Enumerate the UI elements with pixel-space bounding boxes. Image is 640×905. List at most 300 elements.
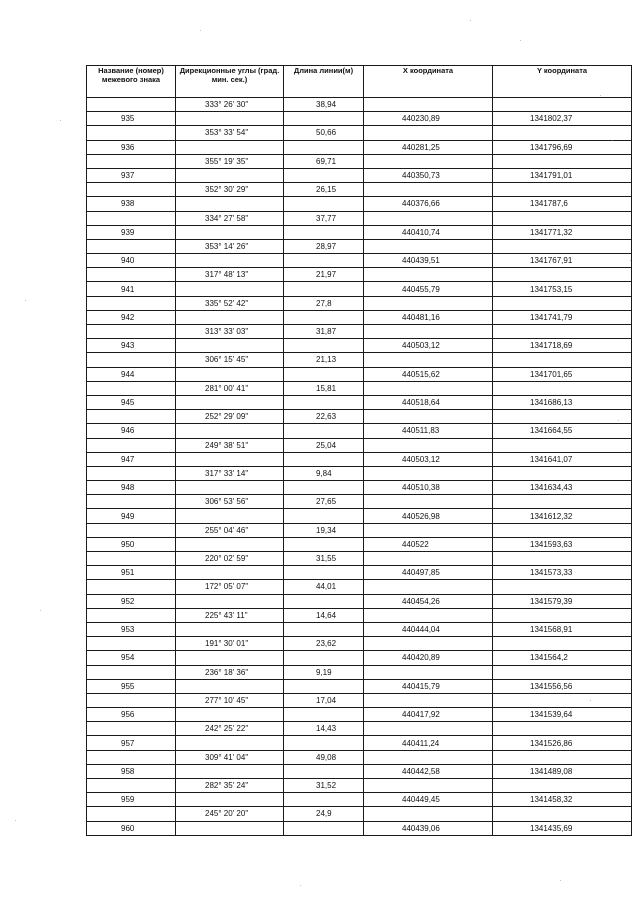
marker-name-cell: 941 [87,282,176,296]
marker-name-cell [87,438,176,452]
x-coordinate-cell [364,239,493,253]
direction-angle-cell [176,395,284,409]
table-row [87,410,632,424]
x-coordinate-cell: 440455,79 [364,282,493,296]
line-length-cell [284,112,364,126]
table-row [87,466,632,480]
line-length-cell [284,225,364,239]
x-coordinate-cell [364,637,493,651]
marker-name-cell: 959 [87,793,176,807]
line-length-cell [284,708,364,722]
table-row [87,608,632,622]
marker-name-cell: 938 [87,197,176,211]
direction-angle-cell: 249° 38' 51" [176,438,284,452]
header-marker-name: Название (номер) межевого знака [87,66,176,98]
table-row [87,537,632,551]
table-row [87,239,632,253]
line-length-cell [284,679,364,693]
table-row [87,708,632,722]
table-row [87,807,632,821]
y-coordinate-cell: 1341701,65 [493,367,632,381]
marker-name-cell [87,495,176,509]
x-coordinate-cell: 440439,06 [364,821,493,835]
line-length-cell: 28,97 [284,239,364,253]
marker-name-cell: 951 [87,566,176,580]
marker-name-cell: 956 [87,708,176,722]
x-coordinate-cell: 440439,51 [364,254,493,268]
scan-speck [600,95,601,96]
marker-name-cell [87,183,176,197]
x-coordinate-cell [364,722,493,736]
line-length-cell [284,651,364,665]
table-row [87,381,632,395]
table-row [87,154,632,168]
direction-angle-cell: 335° 52' 42" [176,296,284,310]
marker-name-cell [87,325,176,339]
line-length-cell: 31,55 [284,552,364,566]
marker-name-cell: 942 [87,310,176,324]
direction-angle-cell [176,708,284,722]
header-x-coordinate: X координата [364,66,493,98]
marker-name-cell [87,722,176,736]
y-coordinate-cell: 1341526,86 [493,736,632,750]
marker-name-cell [87,466,176,480]
line-length-cell: 50,66 [284,126,364,140]
marker-name-cell: 957 [87,736,176,750]
x-coordinate-cell [364,523,493,537]
x-coordinate-cell [364,495,493,509]
direction-angle-cell: 355° 19' 35" [176,154,284,168]
x-coordinate-cell: 440350,73 [364,168,493,182]
line-length-cell: 49,08 [284,750,364,764]
direction-angle-cell: 172° 05' 07" [176,580,284,594]
y-coordinate-cell: 1341664,55 [493,424,632,438]
table-row [87,651,632,665]
x-coordinate-cell [364,466,493,480]
line-length-cell: 9,19 [284,665,364,679]
line-length-cell [284,197,364,211]
boundary-coordinates-sheet [86,65,631,836]
line-length-cell [284,140,364,154]
y-coordinate-cell [493,268,632,282]
direction-angle-cell: 236° 18' 36" [176,665,284,679]
line-length-cell: 19,34 [284,523,364,537]
line-length-cell: 14,43 [284,722,364,736]
header-line-length: Длина линии(м) [284,66,364,98]
x-coordinate-cell [364,552,493,566]
x-coordinate-cell [364,807,493,821]
x-coordinate-cell [364,438,493,452]
marker-name-cell: 954 [87,651,176,665]
direction-angle-cell [176,651,284,665]
line-length-cell [284,509,364,523]
table-row [87,495,632,509]
scan-speck [300,885,301,886]
direction-angle-cell: 306° 53' 56" [176,495,284,509]
direction-angle-cell [176,594,284,608]
y-coordinate-cell [493,296,632,310]
y-coordinate-cell [493,779,632,793]
y-coordinate-cell: 1341686,13 [493,395,632,409]
y-coordinate-cell: 1341579,39 [493,594,632,608]
marker-name-cell [87,410,176,424]
marker-name-cell [87,693,176,707]
table-row [87,665,632,679]
y-coordinate-cell [493,410,632,424]
y-coordinate-cell: 1341593,63 [493,537,632,551]
x-coordinate-cell: 440511,83 [364,424,493,438]
y-coordinate-cell [493,637,632,651]
y-coordinate-cell: 1341787,6 [493,197,632,211]
x-coordinate-cell [364,665,493,679]
direction-angle-cell [176,481,284,495]
table-row [87,821,632,835]
line-length-cell: 44,01 [284,580,364,594]
marker-name-cell [87,239,176,253]
table-row [87,339,632,353]
marker-name-cell: 936 [87,140,176,154]
x-coordinate-cell: 440444,04 [364,622,493,636]
direction-angle-cell: 353° 14' 26" [176,239,284,253]
y-coordinate-cell [493,523,632,537]
line-length-cell [284,566,364,580]
direction-angle-cell [176,566,284,580]
x-coordinate-cell [364,183,493,197]
marker-name-cell [87,268,176,282]
line-length-cell: 24,9 [284,807,364,821]
x-coordinate-cell: 440230,89 [364,112,493,126]
header-y-coordinate: Y координата [493,66,632,98]
table-row [87,367,632,381]
y-coordinate-cell: 1341791,01 [493,168,632,182]
direction-angle-cell: 309° 41' 04" [176,750,284,764]
direction-angle-cell [176,225,284,239]
marker-name-cell: 948 [87,481,176,495]
scan-speck [40,610,41,611]
direction-angle-cell: 334° 27' 58" [176,211,284,225]
direction-angle-cell [176,793,284,807]
line-length-cell [284,395,364,409]
direction-angle-cell: 277° 10' 45" [176,693,284,707]
line-length-cell: 69,71 [284,154,364,168]
x-coordinate-cell [364,126,493,140]
x-coordinate-cell [364,325,493,339]
direction-angle-cell: 225° 43' 11" [176,608,284,622]
scan-speck [200,30,201,31]
y-coordinate-cell [493,98,632,112]
y-coordinate-cell [493,750,632,764]
table-row [87,268,632,282]
y-coordinate-cell [493,183,632,197]
x-coordinate-cell [364,268,493,282]
table-row [87,197,632,211]
marker-name-cell [87,580,176,594]
y-coordinate-cell [493,608,632,622]
table-row [87,282,632,296]
y-coordinate-cell [493,552,632,566]
direction-angle-cell [176,509,284,523]
y-coordinate-cell: 1341634,43 [493,481,632,495]
table-row [87,523,632,537]
table-row [87,424,632,438]
marker-name-cell: 953 [87,622,176,636]
table-row [87,325,632,339]
scan-speck [25,300,26,301]
line-length-cell [284,481,364,495]
table-row [87,722,632,736]
marker-name-cell [87,665,176,679]
marker-name-cell [87,779,176,793]
x-coordinate-cell: 440410,74 [364,225,493,239]
marker-name-cell [87,154,176,168]
scan-speck [630,260,631,261]
x-coordinate-cell [364,608,493,622]
marker-name-cell: 944 [87,367,176,381]
marker-name-cell [87,637,176,651]
y-coordinate-cell: 1341539,64 [493,708,632,722]
table-row [87,693,632,707]
x-coordinate-cell [364,750,493,764]
x-coordinate-cell: 440526,98 [364,509,493,523]
line-length-cell [284,764,364,778]
marker-name-cell [87,750,176,764]
y-coordinate-cell [493,580,632,594]
line-length-cell: 27,65 [284,495,364,509]
x-coordinate-cell: 440481,16 [364,310,493,324]
x-coordinate-cell [364,580,493,594]
direction-angle-cell [176,112,284,126]
y-coordinate-cell [493,438,632,452]
direction-angle-cell: 333° 26' 30" [176,98,284,112]
scan-speck [15,820,16,821]
x-coordinate-cell [364,98,493,112]
direction-angle-cell: 317° 33' 14" [176,466,284,480]
x-coordinate-cell: 440411,24 [364,736,493,750]
scan-speck [612,140,613,141]
line-length-cell [284,339,364,353]
direction-angle-cell: 252° 29' 09" [176,410,284,424]
line-length-cell [284,793,364,807]
marker-name-cell [87,381,176,395]
direction-angle-cell [176,197,284,211]
table-row [87,580,632,594]
y-coordinate-cell: 1341718,69 [493,339,632,353]
marker-name-cell [87,98,176,112]
marker-name-cell: 945 [87,395,176,409]
scan-speck [470,20,471,21]
marker-name-cell: 950 [87,537,176,551]
y-coordinate-cell: 1341489,08 [493,764,632,778]
x-coordinate-cell [364,211,493,225]
table-row [87,594,632,608]
line-length-cell: 21,13 [284,353,364,367]
y-coordinate-cell [493,807,632,821]
marker-name-cell: 937 [87,168,176,182]
direction-angle-cell [176,339,284,353]
line-length-cell: 25,04 [284,438,364,452]
direction-angle-cell [176,424,284,438]
table-row [87,296,632,310]
line-length-cell [284,367,364,381]
table-row [87,353,632,367]
direction-angle-cell [176,764,284,778]
marker-name-cell: 946 [87,424,176,438]
marker-name-cell: 958 [87,764,176,778]
scan-speck [560,880,561,881]
x-coordinate-cell: 440515,62 [364,367,493,381]
table-row [87,764,632,778]
x-coordinate-cell: 440497,85 [364,566,493,580]
y-coordinate-cell [493,353,632,367]
direction-angle-cell [176,254,284,268]
x-coordinate-cell: 440449,45 [364,793,493,807]
line-length-cell [284,537,364,551]
direction-angle-cell [176,622,284,636]
direction-angle-cell: 313° 33' 03" [176,325,284,339]
x-coordinate-cell [364,154,493,168]
y-coordinate-cell [493,211,632,225]
direction-angle-cell [176,679,284,693]
direction-angle-cell [176,168,284,182]
x-coordinate-cell [364,410,493,424]
coordinates-table [86,65,632,836]
y-coordinate-cell: 1341612,32 [493,509,632,523]
marker-name-cell: 943 [87,339,176,353]
direction-angle-cell: 255° 04' 46" [176,523,284,537]
x-coordinate-cell [364,779,493,793]
direction-angle-cell [176,537,284,551]
table-row [87,310,632,324]
x-coordinate-cell [364,353,493,367]
y-coordinate-cell [493,154,632,168]
table-row [87,112,632,126]
x-coordinate-cell: 440522 [364,537,493,551]
line-length-cell: 27,8 [284,296,364,310]
x-coordinate-cell: 440376,66 [364,197,493,211]
line-length-cell: 9,84 [284,466,364,480]
header-direction-angle: Дирекционные углы (град. мин. сек.) [176,66,284,98]
line-length-cell: 14,64 [284,608,364,622]
marker-name-cell: 939 [87,225,176,239]
direction-angle-cell [176,452,284,466]
y-coordinate-cell: 1341458,32 [493,793,632,807]
marker-name-cell [87,608,176,622]
table-row [87,736,632,750]
y-coordinate-cell: 1341568,91 [493,622,632,636]
x-coordinate-cell [364,381,493,395]
y-coordinate-cell [493,693,632,707]
x-coordinate-cell: 440417,92 [364,708,493,722]
table-row [87,225,632,239]
x-coordinate-cell [364,296,493,310]
y-coordinate-cell: 1341753,15 [493,282,632,296]
y-coordinate-cell [493,325,632,339]
line-length-cell [284,821,364,835]
direction-angle-cell: 281° 00' 41" [176,381,284,395]
line-length-cell: 15,81 [284,381,364,395]
direction-angle-cell: 242° 25' 22" [176,722,284,736]
table-row [87,452,632,466]
table-row [87,566,632,580]
y-coordinate-cell [493,665,632,679]
direction-angle-cell: 282° 35' 24" [176,779,284,793]
marker-name-cell: 940 [87,254,176,268]
line-length-cell [284,736,364,750]
marker-name-cell [87,353,176,367]
direction-angle-cell: 317° 48' 13" [176,268,284,282]
table-row [87,254,632,268]
x-coordinate-cell: 440518,64 [364,395,493,409]
table-row [87,126,632,140]
marker-name-cell [87,211,176,225]
line-length-cell: 37,77 [284,211,364,225]
direction-angle-cell: 306° 15' 45" [176,353,284,367]
y-coordinate-cell: 1341796,69 [493,140,632,154]
direction-angle-cell [176,821,284,835]
table-row [87,622,632,636]
direction-angle-cell [176,310,284,324]
line-length-cell [284,254,364,268]
marker-name-cell [87,807,176,821]
direction-angle-cell [176,367,284,381]
direction-angle-cell: 191° 30' 01" [176,637,284,651]
table-row [87,98,632,112]
x-coordinate-cell: 440281,25 [364,140,493,154]
table-row [87,637,632,651]
x-coordinate-cell: 440454,26 [364,594,493,608]
scan-speck [618,420,619,421]
y-coordinate-cell: 1341435,69 [493,821,632,835]
line-length-cell [284,168,364,182]
y-coordinate-cell [493,126,632,140]
direction-angle-cell [176,282,284,296]
table-row [87,779,632,793]
line-length-cell: 17,04 [284,693,364,707]
marker-name-cell [87,552,176,566]
scan-speck [520,40,521,41]
y-coordinate-cell [493,495,632,509]
table-row [87,211,632,225]
y-coordinate-cell: 1341767,91 [493,254,632,268]
line-length-cell [284,310,364,324]
line-length-cell [284,452,364,466]
direction-angle-cell: 245° 20' 20" [176,807,284,821]
x-coordinate-cell: 440503,12 [364,452,493,466]
scan-speck [590,700,591,701]
table-row [87,168,632,182]
marker-name-cell: 960 [87,821,176,835]
direction-angle-cell [176,736,284,750]
marker-name-cell: 949 [87,509,176,523]
y-coordinate-cell: 1341641,07 [493,452,632,466]
direction-angle-cell [176,140,284,154]
table-row [87,481,632,495]
table-row [87,509,632,523]
y-coordinate-cell [493,239,632,253]
marker-name-cell: 935 [87,112,176,126]
line-length-cell: 26,15 [284,183,364,197]
y-coordinate-cell: 1341771,32 [493,225,632,239]
x-coordinate-cell: 440510,38 [364,481,493,495]
line-length-cell: 31,87 [284,325,364,339]
x-coordinate-cell: 440415,79 [364,679,493,693]
table-row [87,793,632,807]
y-coordinate-cell [493,722,632,736]
line-length-cell [284,622,364,636]
table-row [87,552,632,566]
marker-name-cell: 952 [87,594,176,608]
table-body [87,98,632,836]
